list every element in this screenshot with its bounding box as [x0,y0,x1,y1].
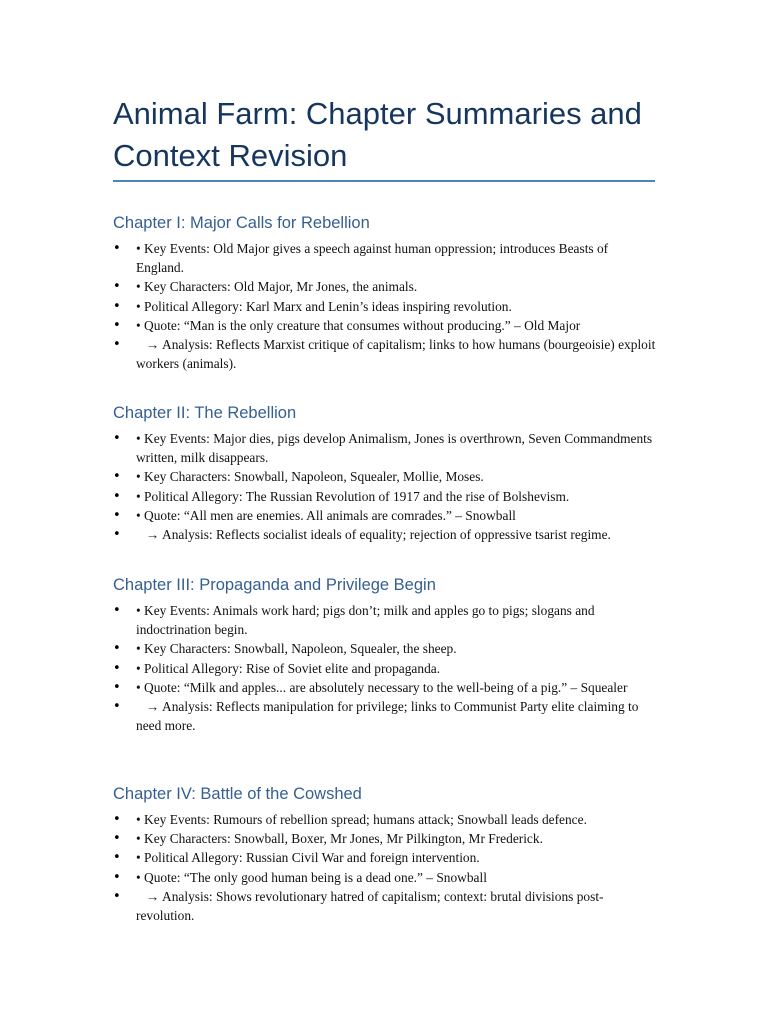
list-item [113,829,658,848]
chapter-heading: Chapter I: Major Calls for Rebellion [113,214,370,232]
bullet-icon: • [113,241,121,256]
list-item-text: • Quote: “All men are enemies. All animals are comrades.” – Snowball [136,507,516,523]
list-item [113,277,658,296]
bullet-icon: • [113,812,121,827]
list-item [113,506,658,525]
bullet-list [113,429,658,544]
bullet-icon: • [113,507,121,523]
list-item [113,848,658,867]
title-underline [113,180,655,182]
bullet-icon: • [113,317,121,333]
bullet-icon: • [113,337,121,353]
list-item [113,429,658,467]
chapter-section [113,401,658,544]
list-item-text: • Political Allegory: Karl Marx and Lenin’s ideas inspiring revolution. [136,298,512,314]
list-item [113,335,658,373]
list-item [113,697,658,735]
bullet-icon: • [113,699,121,715]
list-item-text: • Quote: “The only good human being is a dead one.” – Snowball [136,869,487,885]
bullet-icon: • [113,850,121,866]
list-item [113,639,658,658]
bullet-icon: • [113,469,121,485]
chapter-section [113,211,658,373]
chapter-heading: Chapter III: Propaganda and Privilege Begin [113,576,436,594]
list-item [113,601,658,639]
bullet-icon: • [113,279,121,295]
bullet-icon: • [113,831,121,847]
chapter-heading: Chapter II: The Rebellion [113,404,297,422]
bullet-icon: • [113,298,121,314]
list-item [113,467,658,486]
list-item-text: • Key Events: Animals work hard; pigs don’t; milk and apples go to pigs; slogans and indoctrination begin. [136,603,595,638]
list-item-text: • Political Allegory: Russian Civil War and foreign intervention. [136,850,480,866]
bullet-icon: • [113,603,121,618]
list-item-text: • Key Events: Rumours of rebellion spread; humans attack; Snowball leads defence. [136,812,587,827]
bullet-list [113,601,658,735]
list-item-text: • Political Allegory: Rise of Soviet elite and propaganda. [136,660,441,676]
list-item-text: → Analysis: Reflects socialist ideals of equality; rejection of oppressive tsarist regime. [136,527,611,543]
list-item-text: • Key Characters: Snowball, Napoleon, Squealer, the sheep. [136,641,457,657]
list-item [113,239,658,277]
list-item [113,868,658,887]
bullet-icon: • [113,431,121,446]
bullet-icon: • [113,888,121,904]
bullet-icon: • [113,527,121,543]
list-item-text: → Analysis: Shows revolutionary hatred of capitalism; context: brutal divisions post-revolution. [136,888,604,924]
list-item [113,297,658,316]
bullet-icon: • [113,641,121,657]
bullet-list [113,239,658,373]
list-item [113,659,658,678]
chapter-heading: Chapter IV: Battle of the Cowshed [113,785,362,803]
list-item-text: • Key Characters: Old Major, Mr Jones, the animals. [136,279,418,295]
list-item-text: • Key Events: Major dies, pigs develop Animalism, Jones is overthrown, Seven Commandments written, milk disappears. [136,431,653,466]
document-title: Animal Farm: Chapter Summaries and Context Revision [113,96,642,173]
list-item [113,316,658,335]
list-item-text: • Key Characters: Snowball, Boxer, Mr Jones, Mr Pilkington, Mr Frederick. [136,831,543,847]
list-item-text: • Quote: “Milk and apples... are absolutely necessary to the well-being of a pig.” – Squealer [136,679,628,695]
bullet-icon: • [113,679,121,695]
bullet-list [113,810,658,925]
bullet-icon: • [113,660,121,676]
bullet-icon: • [113,869,121,885]
list-item-text: → Analysis: Reflects manipulation for privilege; links to Communist Party elite claiming to need more. [136,699,639,734]
list-item [113,525,658,544]
list-item [113,810,658,829]
chapter-section [113,782,658,925]
chapter-section [113,573,658,735]
list-item-text: → Analysis: Reflects Marxist critique of capitalism; links to how humans (bourgeoisie) exploit workers (animals). [136,337,656,372]
list-item [113,487,658,506]
list-item-text: • Quote: “Man is the only creature that consumes without producing.” – Old Major [136,317,581,333]
list-item [113,887,658,925]
list-item [113,678,658,697]
list-item-text: • Key Characters: Snowball, Napoleon, Squealer, Mollie, Moses. [136,469,484,485]
list-item-text: • Key Events: Old Major gives a speech against human oppression; introduces Beasts of England. [136,241,609,276]
bullet-icon: • [113,488,121,504]
list-item-text: • Political Allegory: The Russian Revolution of 1917 and the rise of Bolshevism. [136,488,570,504]
